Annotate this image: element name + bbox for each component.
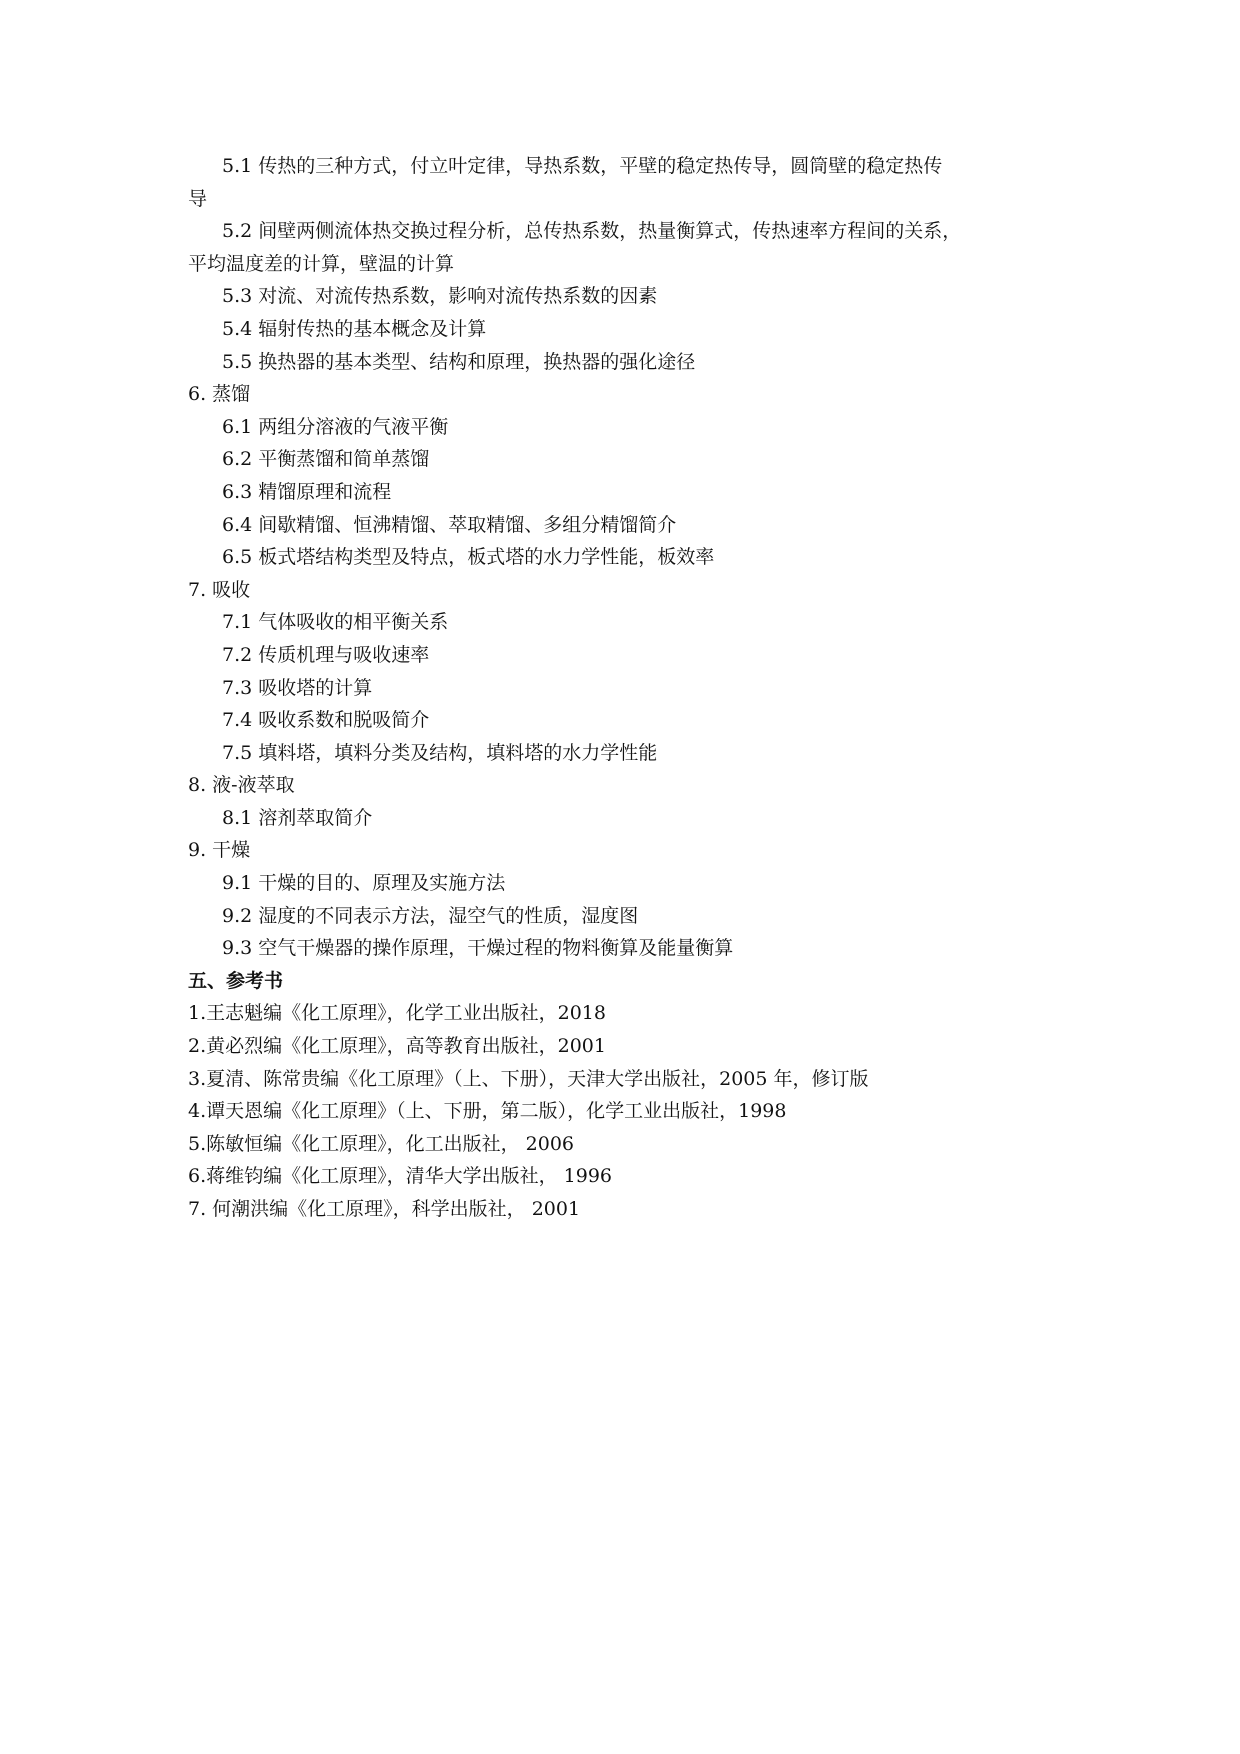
item-6-5: 6.5 板式塔结构类型及特点，板式塔的水力学性能，板效率 xyxy=(222,546,715,569)
reference-3: 3.夏清、陈常贵编《化工原理》（上、下册），天津大学出版社，2005 年，修订版 xyxy=(188,1067,869,1090)
item-9-3: 9.3 空气干燥器的操作原理，干燥过程的物料衡算及能量衡算 xyxy=(222,937,734,960)
section-7-heading: 7. 吸收 xyxy=(188,578,251,601)
page-content xyxy=(188,150,1068,1226)
reference-2: 2.黄必烈编《化工原理》，高等教育出版社，2001 xyxy=(188,1035,606,1058)
item-7-1: 7.1 气体吸收的相平衡关系 xyxy=(222,611,449,634)
item-5-1-continued: 导 xyxy=(188,187,208,210)
item-7-5: 7.5 填料塔，填料分类及结构，填料塔的水力学性能 xyxy=(222,741,658,764)
item-9-1: 9.1 干燥的目的、原理及实施方法 xyxy=(222,872,506,895)
item-5-3: 5.3 对流、对流传热系数，影响对流传热系数的因素 xyxy=(222,285,658,308)
item-5-4: 5.4 辐射传热的基本概念及计算 xyxy=(222,317,487,340)
item-7-4: 7.4 吸收系数和脱吸简介 xyxy=(222,709,430,732)
reference-4: 4.谭天恩编《化工原理》（上、下册，第二版），化学工业出版社，1998 xyxy=(188,1100,787,1123)
reference-5: 5.陈敏恒编《化工原理》，化工出版社， 2006 xyxy=(188,1132,575,1155)
section-6-heading: 6. 蒸馏 xyxy=(188,383,251,406)
item-6-2: 6.2 平衡蒸馏和简单蒸馏 xyxy=(222,448,430,471)
item-5-2-continued: 平均温度差的计算，壁温的计算 xyxy=(188,252,455,275)
item-5-5: 5.5 换热器的基本类型、结构和原理，换热器的强化途径 xyxy=(222,350,696,373)
item-8-1: 8.1 溶剂萃取简介 xyxy=(222,806,373,829)
references-heading: 五、参考书 xyxy=(188,969,284,992)
item-9-2: 9.2 湿度的不同表示方法，湿空气的性质，湿度图 xyxy=(222,904,639,927)
item-5-2: 5.2 间壁两侧流体热交换过程分析，总传热系数，热量衡算式，传热速率方程间的关系， xyxy=(222,220,962,243)
item-6-1: 6.1 两组分溶液的气液平衡 xyxy=(222,415,449,438)
item-7-3: 7.3 吸收塔的计算 xyxy=(222,676,373,699)
reference-7: 7. 何潮洪编《化工原理》，科学出版社， 2001 xyxy=(188,1198,581,1220)
item-7-2: 7.2 传质机理与吸收速率 xyxy=(222,643,430,666)
section-8-heading: 8. 液-液萃取 xyxy=(188,774,295,797)
reference-6: 6.蒋维钧编《化工原理》，清华大学出版社， 1996 xyxy=(188,1165,613,1188)
item-6-4: 6.4 间歇精馏、恒沸精馏、萃取精馏、多组分精馏简介 xyxy=(222,513,677,536)
section-9-heading: 9. 干燥 xyxy=(188,839,251,862)
item-6-3: 6.3 精馏原理和流程 xyxy=(222,480,392,503)
item-5-1: 5.1 传热的三种方式，付立叶定律，导热系数，平壁的稳定热传导，圆筒壁的稳定热传 xyxy=(222,155,943,177)
reference-1: 1.王志魁编《化工原理》，化学工业出版社，2018 xyxy=(188,1002,606,1025)
